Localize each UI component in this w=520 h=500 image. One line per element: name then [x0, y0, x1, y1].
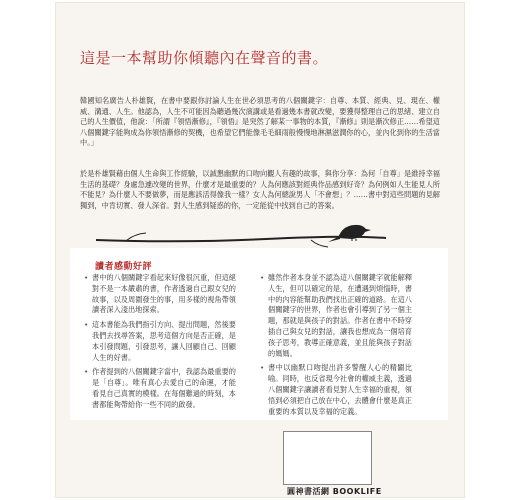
praise-item: • 書中以幽默口吻提出許多警醒人心的精闢比喻。同時，也反省現今社會的權威主義，透過八個關鍵字讓讀者看見對人生幸福的重視，領悟到必須把自己放在中心，去體會什麼是真正重要的本質以及幸福的定義。: [260, 363, 412, 417]
praise-item: • 雖然作者本身並不認為這八個關鍵字就能解釋人生，但可以確定的是，在遭遇到煩惱時，書中的內容能幫助我們找出正確的道路。在這八個關鍵字的世界，作者也會引導到了另一個主題，那就是與孩子的對話。作者在書中不時穿插自己與女兒的對話，讓我也想成為一個培育孩子思考，教導正確意義，並且能與孩子對話的媽媽。: [260, 273, 412, 359]
barcode-placeholder: [283, 431, 372, 485]
praise-item: • 作者提到的八個關鍵字當中，我認為最重要的是「自尊」。唯有真心去愛自己的命運，才能看見自己真實的模樣。在每個難過的時刻，本書都能夠帶給你一些不同的啟發。: [84, 367, 236, 410]
headline: 這是一本幫助你傾聽內在聲音的書。: [80, 49, 329, 67]
praise-column-right: [260, 273, 412, 421]
intro-paragraph-1: 韓國知名廣告人朴雄賢，在書中要跟你討論人生在世必須思考的八個關鍵字：自尊、本質、經典、見、現在、權威、溝通、人生。他認為，人生不可能因為聽過幾次演講或是看過幾本書就改變，要獲得整理自己的思緒、建立自己的人生價值，他說：「所謂『領悟漸修』，『領悟』是突然了解某一事物的本質，『漸修』則是漸次修正……希望這八個關鍵字能夠成為你領悟漸修的契機，也希望它們能像毛毛細雨般慢慢地淋濕滋潤你的心，並內化到你的生活當中。」: [80, 96, 440, 148]
praise-title: 讀者感動好評: [95, 262, 153, 272]
intro-paragraph-2: 於是朴雄賢藉由個人生命與工作經驗，以誠懇幽默的口吻向觀人有趣的故事，與你分享：為何「自尊」是維持幸福生活的基礎？身處急遽改變的世界，什麼才是最重要的？人為何應該對經典作品感到好奇？為何例如人生能見人所不能見？為什麼人不要做夢，而是應該活得像我一樣？女人為何總說男人「不會想」？……書中對這些問題的見解獨到，中肯切實、發人深省。對人生感到疑惑的你，一定能從中找到自己的答案。: [80, 169, 440, 210]
publisher-brand: 圓神書活網 BOOKLIFE: [287, 487, 382, 496]
bird-on-branch-icon: [96, 196, 386, 256]
praise-item: • 這本書能為我們指引方向、提出問題，然後要我們去找尋答案，思考這個方向是否正確，是本引發問題、引發思考，讓人回顧自己、回顧人生的好書。: [84, 320, 236, 363]
praise-column-left: [84, 273, 236, 415]
praise-item: • 書中的八個關鍵字看起來好像很沉重，但這絕對不是一本嚴肅的書，作者透過自己跟女兒的故事，以及周圍發生的事，用多樣的視角帶領讀者深入淺出地探索。: [84, 273, 236, 316]
